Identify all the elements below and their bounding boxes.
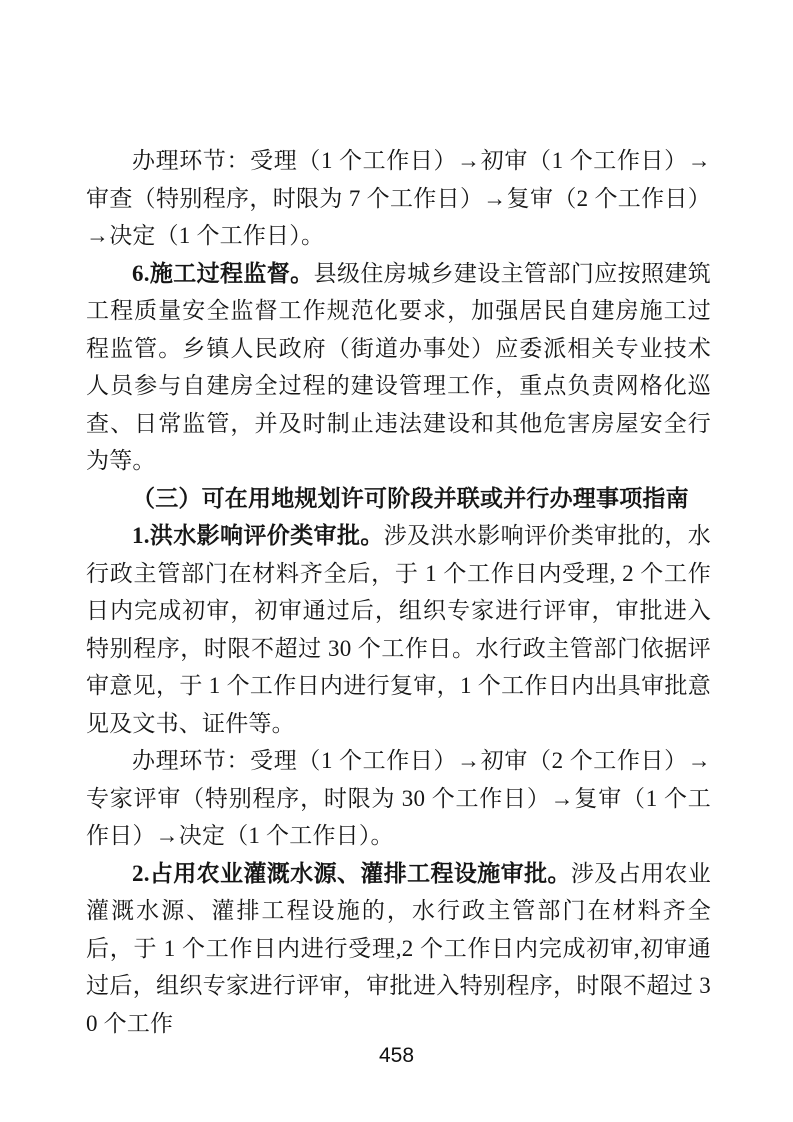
paragraph-text: 涉及洪水影响评价类审批的，水行政主管部门在材料齐全后，于 1 个工作日内受理, 2 个工作日内完成初审，初审通过后，组织专家进行评审，审批进入特别程序，时限不超过 30 个工作日。水行政主管部门依据评审意见，于 1 个工作日内进行复审，1 个工作日内出具审批意见及文书、证件等。 [86,523,711,736]
paragraph-bold-lead: （三）可在用地规划许可阶段并联或并行办理事项指南 [132,485,689,511]
paragraph [86,742,711,855]
paragraph [86,255,711,480]
page-number: 458 [378,1044,415,1067]
paragraph-text: 县级住房城乡建设主管部门应按照建筑工程质量安全监督工作规范化要求，加强居民自建房施工过程监管。乡镇人民政府（街道办事处）应委派相关专业技术人员参与自建房全过程的建设管理工作，重点负责网格化巡查、日常监管，并及时制止违法建设和其他危害房屋安全行为等。 [86,260,711,473]
paragraph [86,855,711,1043]
document-body [86,142,711,1042]
paragraph [86,142,711,255]
paragraph-bold-lead: 2.占用农业灌溉水源、灌排工程设施审批。 [132,860,571,886]
section-heading [86,480,711,518]
paragraph-text: 涉及占用农业灌溉水源、灌排工程设施的，水行政主管部门在材料齐全后，于 1 个工作日内进行受理,2 个工作日内完成初审,初审通过后，组织专家进行评审，审批进入特别程序，时限不超过 30 个工作 [86,860,712,1036]
paragraph-bold-lead: 1.洪水影响评价类审批。 [132,523,384,548]
paragraph-bold-lead: 6.施工过程监督。 [132,260,314,286]
paragraph-text: 办理环节：受理（1 个工作日）→初审（2 个工作日）→专家评审（特别程序，时限为 30 个工作日）→复审（1 个工作日）→决定（1 个工作日）。 [86,748,711,848]
paragraph [86,517,711,742]
paragraph-text: 办理环节：受理（1 个工作日）→初审（1 个工作日）→审查（特别程序，时限为 7 个工作日）→复审（2 个工作日）→决定（1 个工作日）。 [86,148,711,248]
